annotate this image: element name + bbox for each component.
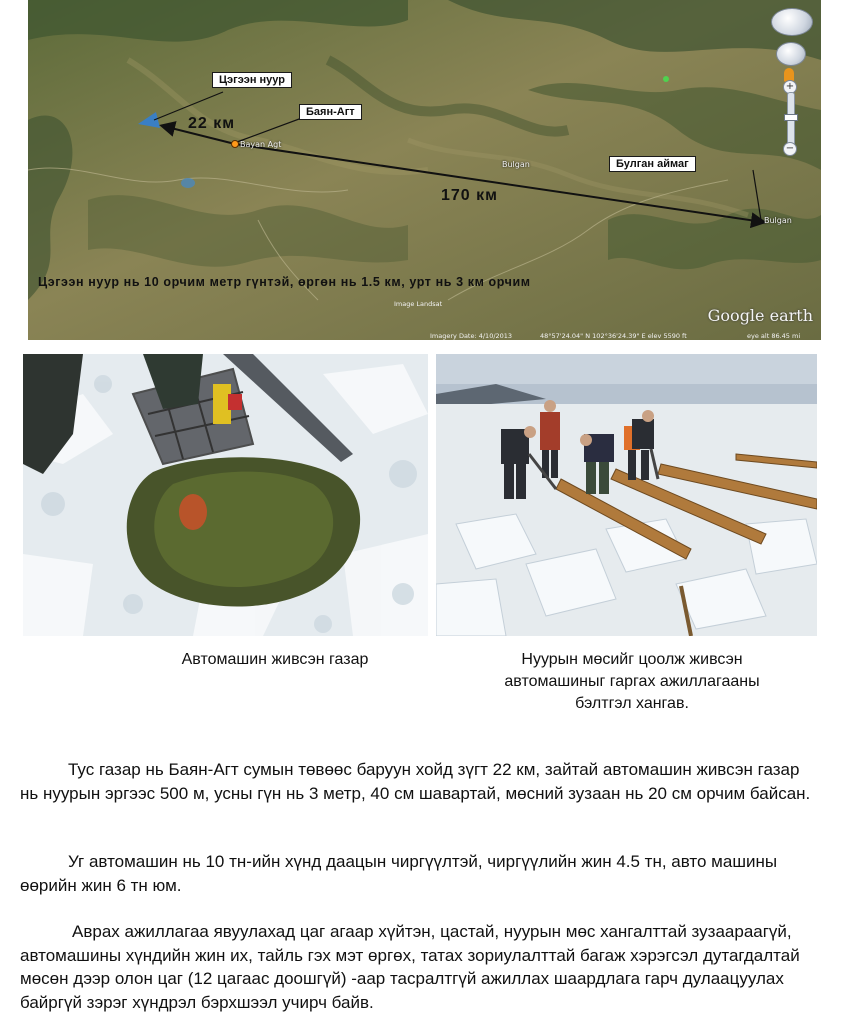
caption-right-line2: автомашиныг гаргах ажиллагааны xyxy=(504,673,760,690)
zoom-out-icon[interactable]: − xyxy=(783,142,797,156)
place-bayan-agt: Bayan Agt xyxy=(240,140,282,149)
place-bulgan-end: Bulgan xyxy=(764,216,792,225)
place-bulgan: Bulgan xyxy=(502,160,530,169)
eye-altitude: eye alt 86.45 mi xyxy=(747,332,801,340)
satellite-map[interactable] xyxy=(28,0,821,340)
look-joystick-icon[interactable] xyxy=(771,8,813,36)
paragraph-location: Тус газар нь Баян-Агт сумын төвөөс баруун хойд зүгт 22 км, зайтай автомашин живсэн газар нь нуурын эргээс 500 м, усны гүн нь 3 метр, 40 см шавартай, мөсний зузаан нь 20 см орчим байсан. xyxy=(20,760,811,803)
ice-workers-illustration xyxy=(436,354,817,636)
photo-ice-hole xyxy=(23,354,428,636)
caption-right-line3: бэлтгэл хангав. xyxy=(575,695,689,712)
imagery-date: Imagery Date: 4/10/2013 xyxy=(430,332,513,340)
map-caption: Цэгээн нуур нь 10 орчим метр гүнтэй, өргөн нь 1.5 км, урт нь 3 км орчим xyxy=(38,275,531,289)
paragraph-vehicle: Уг автомашин нь 10 тн-ийн хүнд даацын чиргүүлтэй, чиргүүлийн жин 4.5 тн, авто машины өөрийн жин 6 тн юм. xyxy=(20,852,778,895)
caption-right-line1: Нуурын мөсийг цоолж живсэн xyxy=(521,651,743,668)
map-terrain xyxy=(28,0,821,340)
imagery-credit: Image Landsat xyxy=(394,300,443,308)
paragraph-difficulties: Аврах ажиллагаа явуулахад цаг агаар хүйтэн, цастай, нуурын мөс хангалттай зузаараагүй, автомашины хүндийн жин их, тайль гэх мэт өргөх, татах зориулалттай багаж хэрэгсэл дутагдалтай мөсөн дээр олон цаг (12 цагаас доошгүй) -аар тасралтгүй ажиллах шаардлага гарч дулаацуулах байргүй зэрэг хүндрэл бэрхшээл учирч байв. xyxy=(20,922,800,1012)
distance-170km: 170 км xyxy=(441,187,498,204)
caption-left: Автомашин живсэн газар xyxy=(181,651,369,668)
google-earth-logo: Google earth xyxy=(707,306,813,325)
photo-ice-workers xyxy=(436,354,817,636)
label-tsegeen-lake: Цэгээн нуур xyxy=(212,72,292,88)
label-bulgan-aimag: Булган аймаг xyxy=(609,156,696,172)
label-bayan-agt: Баян-Агт xyxy=(299,104,362,120)
move-joystick-icon[interactable] xyxy=(776,42,806,66)
distance-22km: 22 км xyxy=(188,115,236,132)
coordinates-readout: 48°57'24.04" N 102°36'24.39" E elev 5590 ft xyxy=(540,332,687,340)
ice-hole-illustration xyxy=(23,354,428,636)
zoom-slider-thumb[interactable] xyxy=(784,114,798,121)
zoom-in-icon[interactable]: + xyxy=(783,80,797,94)
